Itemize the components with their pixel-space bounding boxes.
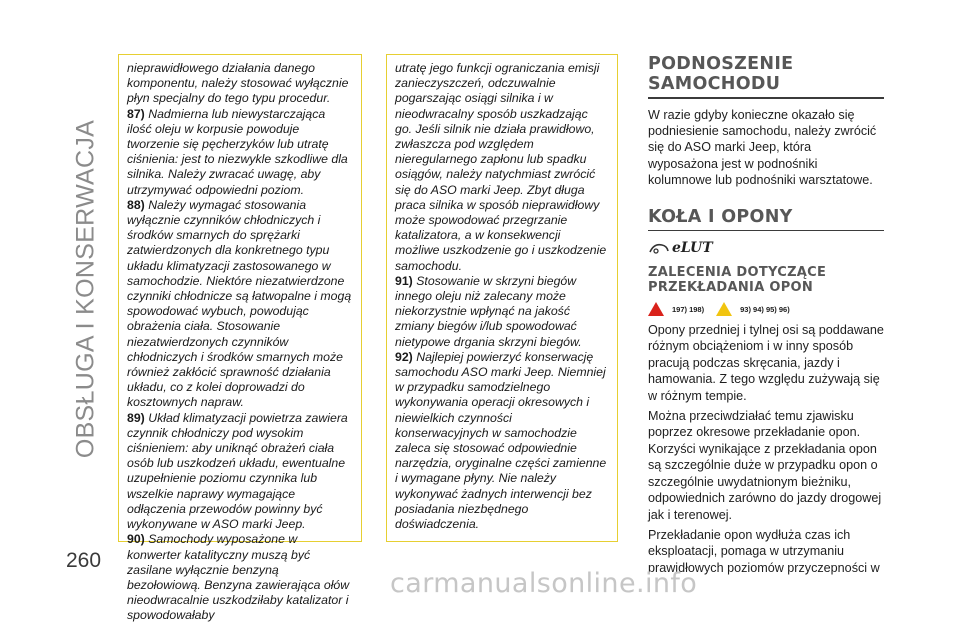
warning-box-left	[118, 54, 362, 623]
warning-item-number: 88)	[127, 197, 145, 212]
warning-intro: nieprawidłowego działania danego komponentu, należy stosować wyłącznie płyn specjalny do tego typu procedur.	[127, 61, 349, 106]
warning-item-text: Nadmierna lub niewystarczająca ilość oleju w korpusie powoduje tworzenie się pęcherzyków lub utratę ciśnienia: jest to niezwykle szkodliwe dla silnika. Należy zwracać uwagę, aby utrzymywać odpowiedni poziom.	[127, 106, 348, 197]
tires-paragraph: Można przeciwdziałać temu zjawisku poprzez okresowe przekładanie opon. Korzyści wynikające z przekładania opon są szczególnie duże w przypadku opon o szczególnie uwydatnionym bieżniku, odpowiednich zarówno do jazdy drogowej jak i terenowej.	[648, 409, 882, 522]
lifting-paragraph: W razie gdyby konieczne okazało się podniesienie samochodu, należy zwrócić się do ASO marki Jeep, która wyposażona jest w podnośniki kolumnowe lub podnośniki warsztatowe.	[648, 107, 877, 188]
section-divider	[648, 230, 884, 232]
warning-item-number: 90)	[127, 532, 145, 547]
warning-item	[127, 411, 352, 533]
warning-item	[127, 198, 352, 411]
page-number: 260	[66, 549, 102, 572]
section-title-wheels: KOŁA I OPONY	[648, 206, 793, 227]
tire-label-text: eLUT	[672, 240, 713, 257]
caution-refs: 93) 94) 95) 96)	[740, 304, 790, 314]
section-title-lifting: PODNOSZENIE SAMOCHODU	[648, 54, 794, 94]
warning-item	[395, 274, 608, 350]
warning-item-number: 89)	[127, 410, 145, 425]
warning-intro: utratę jego funkcji ograniczania emisji zanieczyszczeń, odczuwalnie pogarszając osiągi silnika i w nieodwracalny sposób uszkadzając go. Jeśli silnik nie działa prawidłowo, zwłaszcza pod względem nieregularnego zapłonu lub spadku osiągów, należy natychmiast zwrócić się do ASO marki Jeep. Zbyt długa praca silnika w sposób nieprawidłowy może spowodować przegrzanie katalizatora, a w konsekwencji możliwe uszkodzenie go i uszkodzenie samochodu.	[395, 61, 607, 273]
warning-item-text: Należy wymagać stosowania wyłącznie czynników chłodniczych i środków smarnych do sprężarki zatwierdzonych dla konkretnego typu układu klimatyzacji zastosowanego w samochodzie. Niektóre niezatwierdzone czynniki chłodnicze są łatwopalne i mogą spowodować wybuch, powodując obrażenia ciała. Stosowanie niezatwierdzonych czynników chłodniczych i środków smarnych może również zakłócić sprawność działania układu, co z kolei doprowadzi do kosztownych napraw.	[127, 197, 352, 410]
warning-item	[127, 107, 352, 198]
warning-item-text: Układ klimatyzacji powietrza zawiera czynnik chłodniczy pod wysokim ciśnieniem: aby uniknąć obrażeń ciała osób lub uszkodzeń układu, ewentualne uzupełnienie poziomu czynnika lub wszelkie naprawy wymagające odłączenia przewodów powinny być wykonywane w ASO marki Jeep.	[127, 410, 348, 532]
warning-box-right	[386, 54, 618, 542]
warning-item	[395, 350, 608, 532]
warning-refs: 197) 198)	[672, 304, 705, 314]
tires-paragraph: Opony przedniej i tylnej osi są poddawane różnym obciążeniom i w inny sposób pracują podczas skręcania, jazdy i hamowania. Z tego względu zużywają się w różnym tempie.	[648, 323, 884, 403]
caution-triangle-icon	[716, 302, 732, 316]
warning-item-text: Najlepiej powierzyć konserwację samochodu ASO marki Jeep. Niemniej w przypadku samodzielnego wykonywania operacji okresowych i niewielkich czynności konserwacyjnych w samochodzie zaleca się stosować odpowiednie narzędzia, oryginalne części zamienne i wymagane płyny. Nie należy wykonywać żadnych interwencji bez posiadania niezbędnego doświadczenia.	[395, 349, 607, 532]
warning-item-text: Samochody wyposażone w konwerter katalityczny muszą być zasilane wyłącznie benzyną bezołowiową. Benzyna zawierająca ołów nieodwracalnie uszkodziłaby katalizator i spowodowałaby	[127, 532, 350, 623]
section-sidebar-title	[66, 54, 106, 524]
warning-item-text: Stosowanie w skrzyni biegów innego oleju niż zalecany może niekorzystnie wpłynąć na jakość zmiany biegów i/lub spowodować nietypowe drgania skrzyni biegów.	[395, 273, 582, 349]
subsection-title-rotation: ZALECENIA DOTYCZĄCE PRZEKŁADANIA OPON	[648, 265, 827, 296]
safety-references	[648, 298, 884, 320]
tires-paragraph: Przekładanie opon wydłuża czas ich eksploatacji, pomaga w utrzymaniu prawidłowych poziomów przyczepności w	[648, 527, 880, 575]
section-divider	[648, 97, 884, 99]
tire-label-icon	[648, 237, 884, 259]
tire-icon	[648, 240, 670, 256]
warning-item-number: 91)	[395, 273, 413, 288]
warning-item	[127, 532, 352, 623]
right-column	[648, 54, 884, 576]
watermark: carmanualsonline.info	[390, 568, 698, 599]
warning-item-number: 92)	[395, 349, 413, 364]
section-sidebar-text: OBSŁUGA I KONSERWACJA	[71, 119, 100, 459]
warning-item-number: 87)	[127, 106, 145, 121]
warning-triangle-icon	[648, 302, 664, 316]
